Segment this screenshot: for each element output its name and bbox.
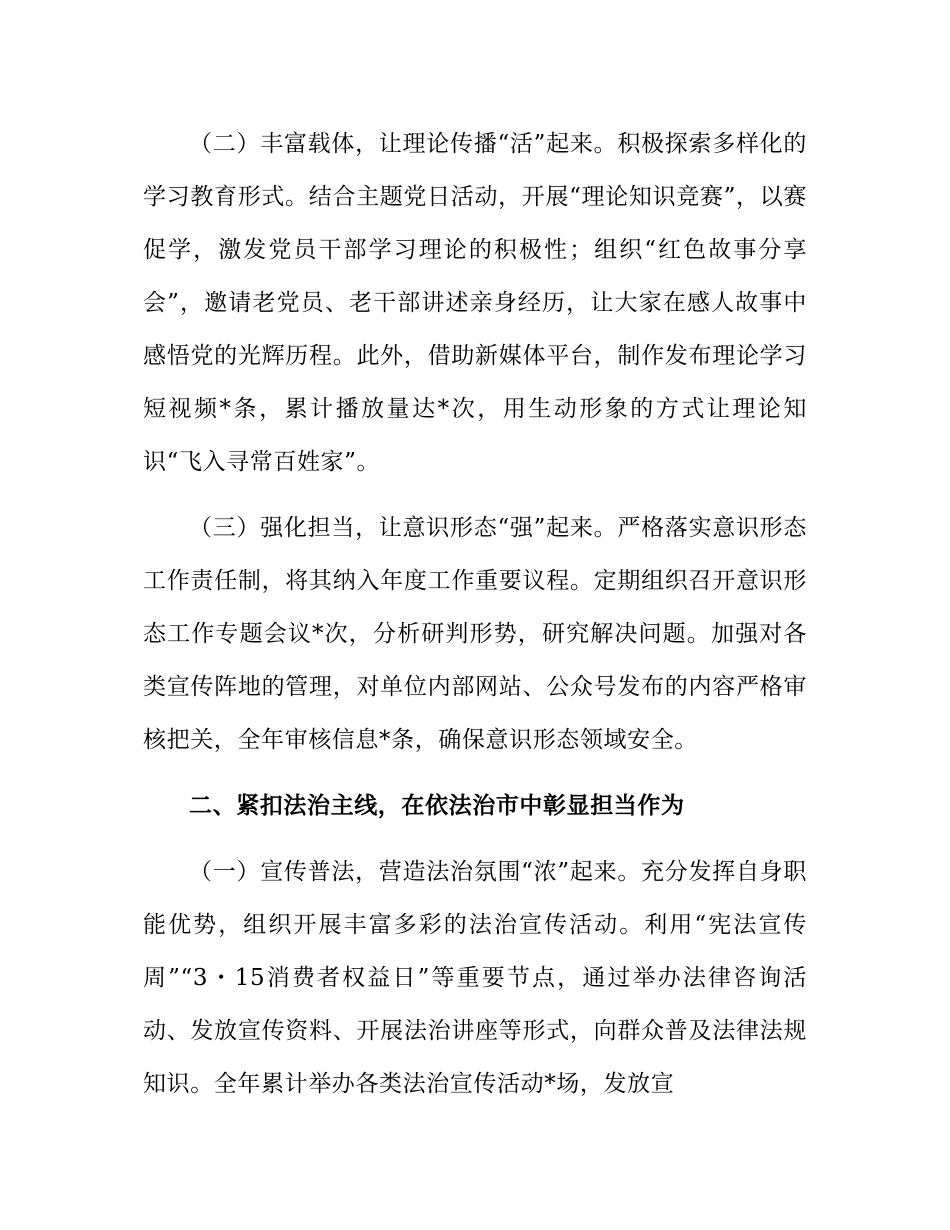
paragraph-gap [143, 767, 807, 780]
paragraph-gap [143, 489, 807, 502]
paragraph-gap [143, 833, 807, 846]
paragraph-law-publicity: （一）宣传普法，营造法治氛围“浓”起来。充分发挥自身职能优势，组织开展丰富多彩的法治宣传活动。利用“宪法宣传周”“3・15消费者权益日”等重要节点，通过举办法律咨询活动、发放宣传资料、开展法治讲座等形式，向群众普及法律法规知识。全年累计举办各类法治宣传活动*场，发放宣 [143, 859, 807, 1097]
document-body [143, 118, 807, 1111]
paragraph-ideology-responsibility: （三）强化担当，让意识形态“强”起来。严格落实意识形态工作责任制，将其纳入年度工作重要议程。定期组织召开意识形态工作专题会议*次，分析研判形势，研究解决问题。加强对各类宣传阵地的管理，对单位内部网站、公众号发布的内容严格审核把关，全年审核信息*条，确保意识形态领域安全。 [143, 515, 807, 753]
paragraph-theory-carriers: （二）丰富载体，让理论传播“活”起来。积极探索多样化的学习教育形式。结合主题党日活动，开展“理论知识竞赛”，以赛促学，激发党员干部学习理论的积极性；组织“红色故事分享会”，邀请老党员、老干部讲述亲身经历，让大家在感人故事中感悟党的光辉历程。此外，借助新媒体平台，制作发布理论学习短视频*条，累计播放量达*次，用生动形象的方式让理论知识“飞入寻常百姓家”。 [143, 131, 807, 475]
section-heading-rule-of-law: 二、紧扣法治主线，在依法治市中彰显担当作为 [189, 793, 685, 819]
